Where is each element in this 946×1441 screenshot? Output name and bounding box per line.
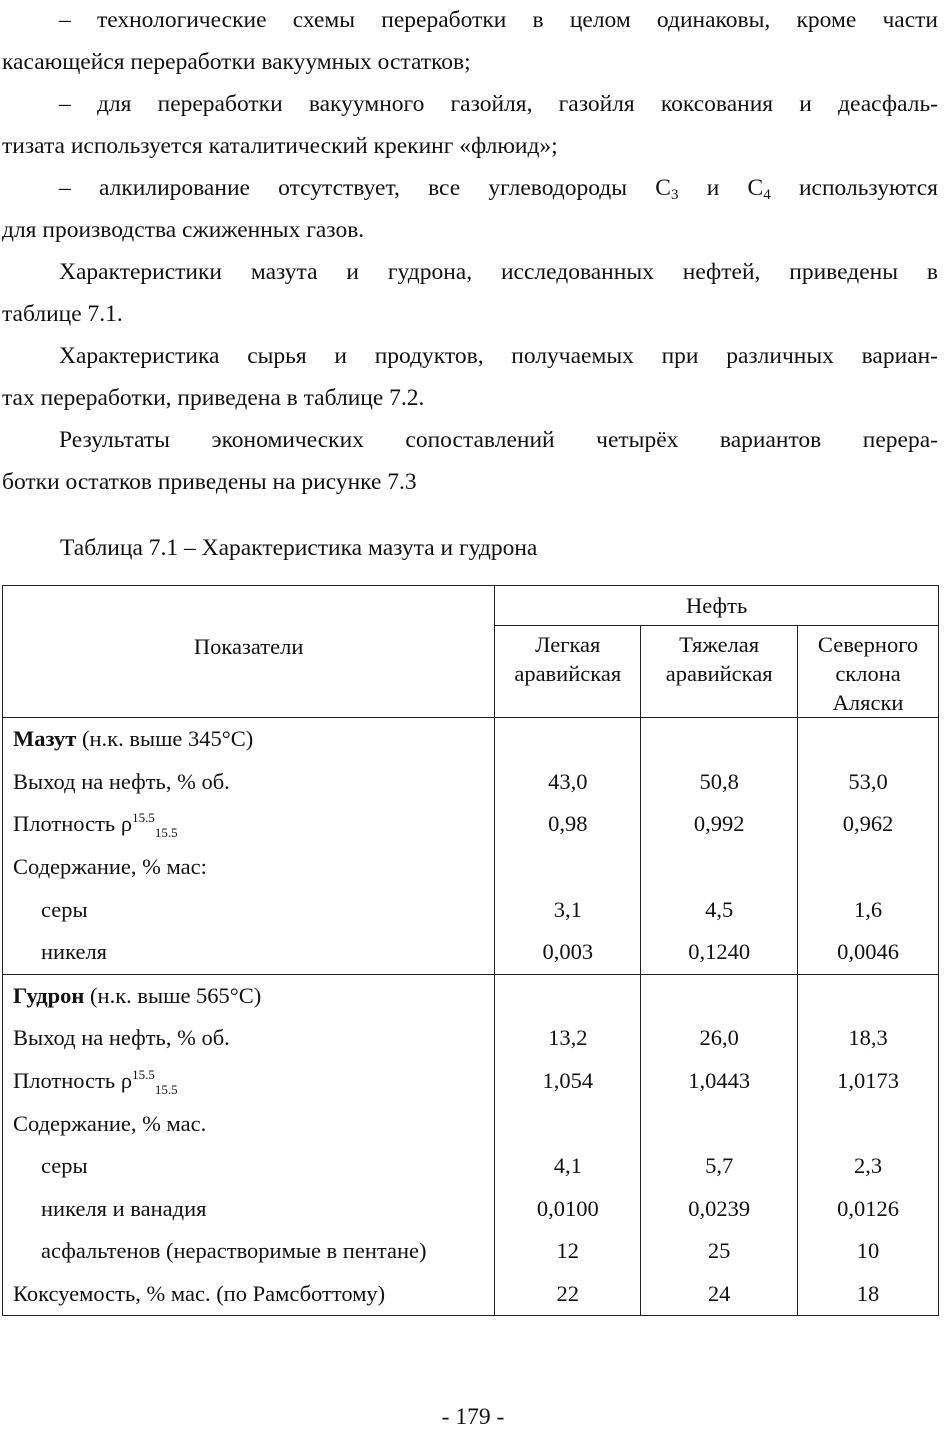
cell: 0,962 [798,803,939,846]
table-row [3,1188,939,1231]
row-label: Содержание, % мас. [3,1102,495,1145]
cell: 0,0100 [495,1188,641,1231]
column-header-line: Аляски [832,690,904,715]
column-header [495,626,641,718]
paragraph-line: Характеристики мазута и гудрона, исследованных нефтей, приведены в [59,259,938,285]
density-label: Плотность ρ [13,811,133,837]
column-header-line: Легкая [535,632,601,657]
cell: 1,054 [495,1060,641,1103]
header-group: Нефть [495,586,939,626]
density-label: Плотность ρ [13,1068,133,1094]
cell: 0,0239 [641,1188,798,1231]
table-caption: Таблица 7.1 – Характеристика мазута и гудрона [60,535,538,561]
cell: 26,0 [641,1017,798,1060]
paragraph-line: касающейся переработки вакуумных остатков; [2,49,471,75]
row-label: серы [3,1145,495,1188]
paragraph-3 [2,167,938,251]
cell: 4,1 [495,1145,641,1188]
cell: 22 [495,1273,641,1316]
text-run: – алкилирование отсутствует, все углеводороды С [59,175,671,201]
column-header-line: склона [835,661,901,686]
page-number: - 179 - [441,1404,505,1430]
section-title-rest: (н.к. выше 565°С) [84,982,262,1008]
cell: 3,1 [495,888,641,931]
data-table [2,585,939,1316]
superscript: 15.5 [132,1067,155,1083]
paragraph-2 [2,83,938,167]
superscript: 15.5 [132,810,155,826]
cell: 18,3 [798,1017,939,1060]
column-header-line: Северного [817,632,919,657]
subscript: 4 [763,187,771,203]
section-row [3,718,939,761]
cell [798,1102,939,1145]
table-row [3,1102,939,1145]
section-row [3,974,939,1017]
cell: 25 [641,1230,798,1273]
cell: 0,992 [641,803,798,846]
cell: 1,6 [798,888,939,931]
cell: 5,7 [641,1145,798,1188]
paragraph-line: ботки остатков приведены на рисунке 7.3 [2,469,417,495]
cell: 0,1240 [641,931,798,974]
paragraph-line: для производства сжиженных газов. [2,217,365,243]
table-row [3,803,939,846]
table-row [3,1017,939,1060]
section-title-bold: Мазут [13,726,77,752]
paragraph-line: Характеристика сырья и продуктов, получаемых при различных вариан- [59,343,938,369]
paragraph-line: Результаты экономических сопоставлений четырёх вариантов перера- [59,427,938,453]
cell [495,1102,641,1145]
table-row [3,888,939,931]
row-label [3,1060,495,1103]
subscript: 15.5 [154,825,178,841]
section-title [3,974,495,1017]
paragraph-line: таблице 7.1. [2,301,123,327]
cell: 1,0443 [641,1060,798,1103]
cell [641,1102,798,1145]
column-header-line: аравийская [514,661,622,686]
paragraph-6 [2,419,938,503]
row-label: серы [3,888,495,931]
row-label: никеля и ванадия [3,1188,495,1231]
table-row [3,846,939,889]
column-header [798,626,939,718]
header-indicator: Показатели [3,586,495,718]
cell [641,846,798,889]
paragraph-line: – технологические схемы переработки в целом одинаковы, кроме части [59,7,938,33]
cell [495,846,641,889]
cell: 1,0173 [798,1060,939,1103]
cell: 0,98 [495,803,641,846]
cell: 24 [641,1273,798,1316]
cell: 12 [495,1230,641,1273]
table-row [3,1273,939,1316]
table-row [3,761,939,804]
cell [798,846,939,889]
cell: 0,0126 [798,1188,939,1231]
cell: 2,3 [798,1145,939,1188]
table-row [3,1060,939,1103]
column-header [641,626,798,718]
cell: 18 [798,1273,939,1316]
paragraph-line: тах переработки, приведена в таблице 7.2. [2,385,425,411]
column-header-line: аравийская [665,661,773,686]
row-label: Содержание, % мас: [3,846,495,889]
column-header-line: Тяжелая [679,632,760,657]
cell: 50,8 [641,761,798,804]
table-row [3,931,939,974]
paragraph-5 [2,335,938,419]
cell: 0,0046 [798,931,939,974]
row-label: асфальтенов (нерастворимые в пентане) [3,1230,495,1273]
row-label: Выход на нефть, % об. [3,1017,495,1060]
text-run: используются [770,175,938,201]
row-label: никеля [3,931,495,974]
subscript: 3 [670,187,679,203]
cell: 10 [798,1230,939,1273]
cell: 0,003 [495,931,641,974]
cell: 4,5 [641,888,798,931]
row-label: Выход на нефть, % об. [3,761,495,804]
paragraph-line [2,167,938,209]
paragraph-line: – для переработки вакуумного газойля, газойля коксования и деасфаль- [59,91,938,117]
row-label [3,803,495,846]
section-title-rest: (н.к. выше 345°С) [76,726,254,752]
section-title [3,718,495,761]
cell: 53,0 [798,761,939,804]
cell: 43,0 [495,761,641,804]
subscript: 15.5 [154,1082,178,1098]
paragraph-1 [2,0,938,83]
table-row [3,1230,939,1273]
cell: 13,2 [495,1017,641,1060]
paragraph-line: тизата используется каталитический крекинг «флюид»; [2,133,558,159]
table-row [3,1145,939,1188]
section-title-bold: Гудрон [13,982,85,1008]
text-run: и С [678,175,764,201]
paragraph-4 [2,251,938,335]
row-label: Коксуемость, % мас. (по Рамсботтому) [3,1273,495,1316]
